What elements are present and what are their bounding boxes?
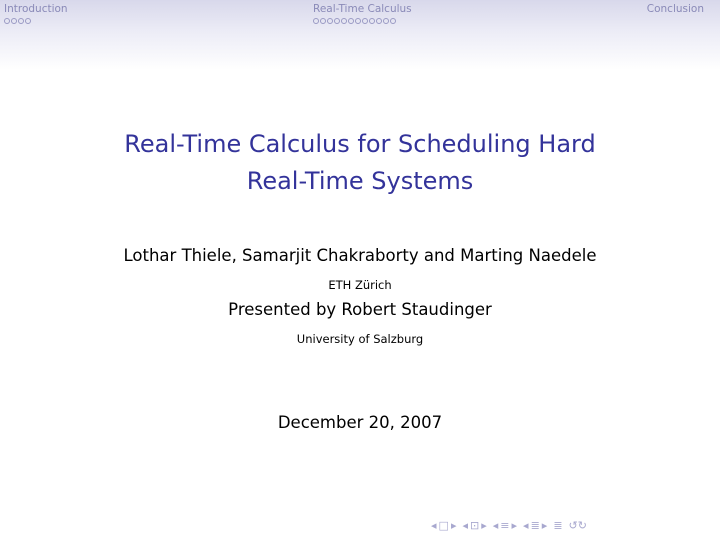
align-icon[interactable]: ≣ [553, 519, 563, 532]
section-nav-group [493, 519, 517, 532]
slide-dot[interactable] [348, 18, 354, 24]
slide-title [0, 126, 720, 200]
slide-dot[interactable] [25, 18, 31, 24]
presentation-date: December 20, 2007 [277, 413, 443, 432]
author-institution: ETH Zürich [328, 278, 392, 292]
slide-dot[interactable] [369, 18, 375, 24]
section-icon[interactable]: ≡ [500, 519, 510, 532]
section-dots [4, 18, 68, 24]
header-bar [0, 0, 720, 70]
slide-dot[interactable] [18, 18, 24, 24]
slide-dot[interactable] [313, 18, 319, 24]
search-icon[interactable]: ↺↻ [568, 519, 587, 532]
document-icon[interactable]: ≣ [530, 519, 540, 532]
title-line-2: Real-Time Systems [246, 167, 474, 195]
section-label[interactable]: Real-Time Calculus [313, 3, 412, 15]
frame-nav-group [431, 519, 456, 532]
slide-dot[interactable] [362, 18, 368, 24]
slide-dot[interactable] [383, 18, 389, 24]
presenter-institution: University of Salzburg [296, 332, 424, 346]
slide-dot[interactable] [320, 18, 326, 24]
section-real-time-calculus[interactable] [313, 3, 412, 24]
next-icon[interactable]: ▸ [450, 519, 457, 532]
section-label[interactable]: Conclusion [646, 3, 704, 15]
prev-icon[interactable]: ◂ [492, 519, 499, 532]
presenter: Presented by Robert Staudinger [228, 300, 492, 319]
section-label[interactable]: Introduction [4, 3, 68, 15]
slide-dot[interactable] [4, 18, 10, 24]
frame-icon[interactable]: □ [438, 519, 449, 532]
section-dots [313, 18, 412, 24]
slide-dot[interactable] [355, 18, 361, 24]
beamer-navigation-bar [431, 519, 587, 532]
prev-icon[interactable]: ◂ [462, 519, 468, 532]
subsection-icon[interactable]: ⊡ [470, 519, 480, 532]
slide-dot[interactable] [334, 18, 340, 24]
section-introduction[interactable] [4, 3, 68, 24]
next-icon[interactable]: ▸ [541, 519, 548, 532]
slide-dot[interactable] [327, 18, 333, 24]
slide-dot[interactable] [390, 18, 396, 24]
slide-dot[interactable] [341, 18, 347, 24]
subsection-nav-group [462, 519, 486, 532]
section-conclusion[interactable] [647, 3, 704, 15]
prev-icon[interactable]: ◂ [431, 519, 437, 532]
prev-icon[interactable]: ◂ [523, 519, 529, 532]
title-line-1: Real-Time Calculus for Scheduling Hard [124, 130, 596, 158]
slide-dot[interactable] [11, 18, 17, 24]
slide-dot[interactable] [376, 18, 382, 24]
next-icon[interactable]: ▸ [481, 519, 487, 532]
authors: Lothar Thiele, Samarjit Chakraborty and Marting Naedele [123, 246, 597, 265]
next-icon[interactable]: ▸ [511, 519, 518, 532]
document-nav-group [523, 519, 547, 532]
